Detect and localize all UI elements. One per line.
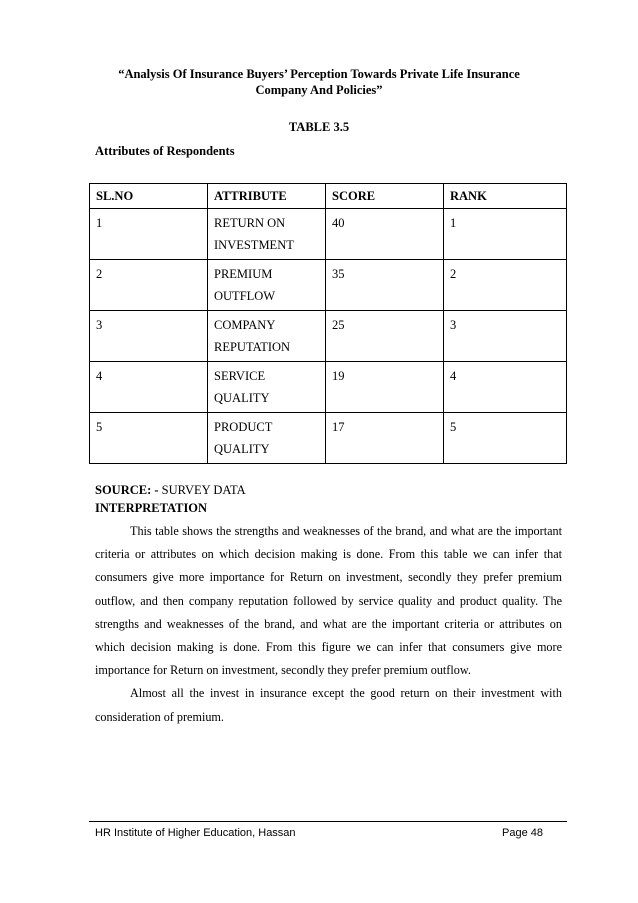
cell-rank: 3 <box>444 311 567 362</box>
table-header-row <box>90 184 567 209</box>
table-row <box>90 260 567 311</box>
running-header <box>100 66 538 98</box>
attribute-line-2: OUTFLOW <box>214 289 276 303</box>
footer-page-number: Page 48 <box>502 827 543 839</box>
cell-attribute <box>208 362 326 413</box>
cell-slno: 3 <box>90 311 208 362</box>
attribute-line-1: RETURN ON <box>214 216 286 230</box>
cell-score: 35 <box>326 260 444 311</box>
attribute-line-1: COMPANY <box>214 318 276 332</box>
cell-slno: 5 <box>90 413 208 464</box>
header-line-2: Company And Policies” <box>255 83 383 97</box>
cell-score: 17 <box>326 413 444 464</box>
attribute-line-1: SERVICE <box>214 369 266 383</box>
source-label: SOURCE: - <box>95 483 159 497</box>
source-value: SURVEY DATA <box>161 483 246 497</box>
attribute-line-2: QUALITY <box>214 442 270 456</box>
attribute-line-2: REPUTATION <box>214 340 291 354</box>
attributes-table <box>89 183 567 464</box>
table-row <box>90 209 567 260</box>
source-line <box>95 483 246 498</box>
cell-attribute <box>208 413 326 464</box>
table-row <box>90 362 567 413</box>
footer-institution: HR Institute of Higher Education, Hassan <box>95 827 296 839</box>
cell-rank: 1 <box>444 209 567 260</box>
cell-attribute <box>208 260 326 311</box>
attribute-line-2: QUALITY <box>214 391 270 405</box>
interpretation-body <box>95 520 562 729</box>
table-row <box>90 413 567 464</box>
table-title: TABLE 3.5 <box>288 120 350 134</box>
cell-slno: 1 <box>90 209 208 260</box>
footer-divider <box>89 821 567 822</box>
cell-attribute <box>208 311 326 362</box>
interpretation-paragraph-1: This table shows the strengths and weaknesses of the brand, and what are the important criteria or attributes on which decision making is done. From this table we can infer that consumers give more importance for Return on investment, secondly they prefer premium outflow, and then company reputation followed by service quality and product quality. The strengths and weaknesses of the brand, and what are the important criteria or attributes on which decision making is done. From this figure we can infer that consumers give more importance for Return on investment, secondly they prefer premium outflow. <box>95 524 562 678</box>
attribute-line-2: INVESTMENT <box>214 238 294 252</box>
interpretation-paragraph-2: Almost all the invest in insurance except the good return on their investment with consideration of premium. <box>95 686 562 724</box>
header-line-1: “Analysis Of Insurance Buyers’ Perception Towards Private Life Insurance <box>118 67 520 81</box>
cell-slno: 4 <box>90 362 208 413</box>
header-score: SCORE <box>326 184 444 209</box>
cell-rank: 5 <box>444 413 567 464</box>
cell-score: 40 <box>326 209 444 260</box>
attribute-line-1: PREMIUM <box>214 267 273 281</box>
table-subtitle: Attributes of Respondents <box>95 144 235 158</box>
cell-score: 19 <box>326 362 444 413</box>
table-row <box>90 311 567 362</box>
cell-slno: 2 <box>90 260 208 311</box>
header-attribute: ATTRIBUTE <box>208 184 326 209</box>
header-slno: SL.NO <box>90 184 208 209</box>
attribute-line-1: PRODUCT <box>214 420 273 434</box>
cell-rank: 4 <box>444 362 567 413</box>
cell-score: 25 <box>326 311 444 362</box>
header-rank: RANK <box>444 184 567 209</box>
interpretation-heading: INTERPRETATION <box>95 501 208 515</box>
cell-attribute <box>208 209 326 260</box>
cell-rank: 2 <box>444 260 567 311</box>
